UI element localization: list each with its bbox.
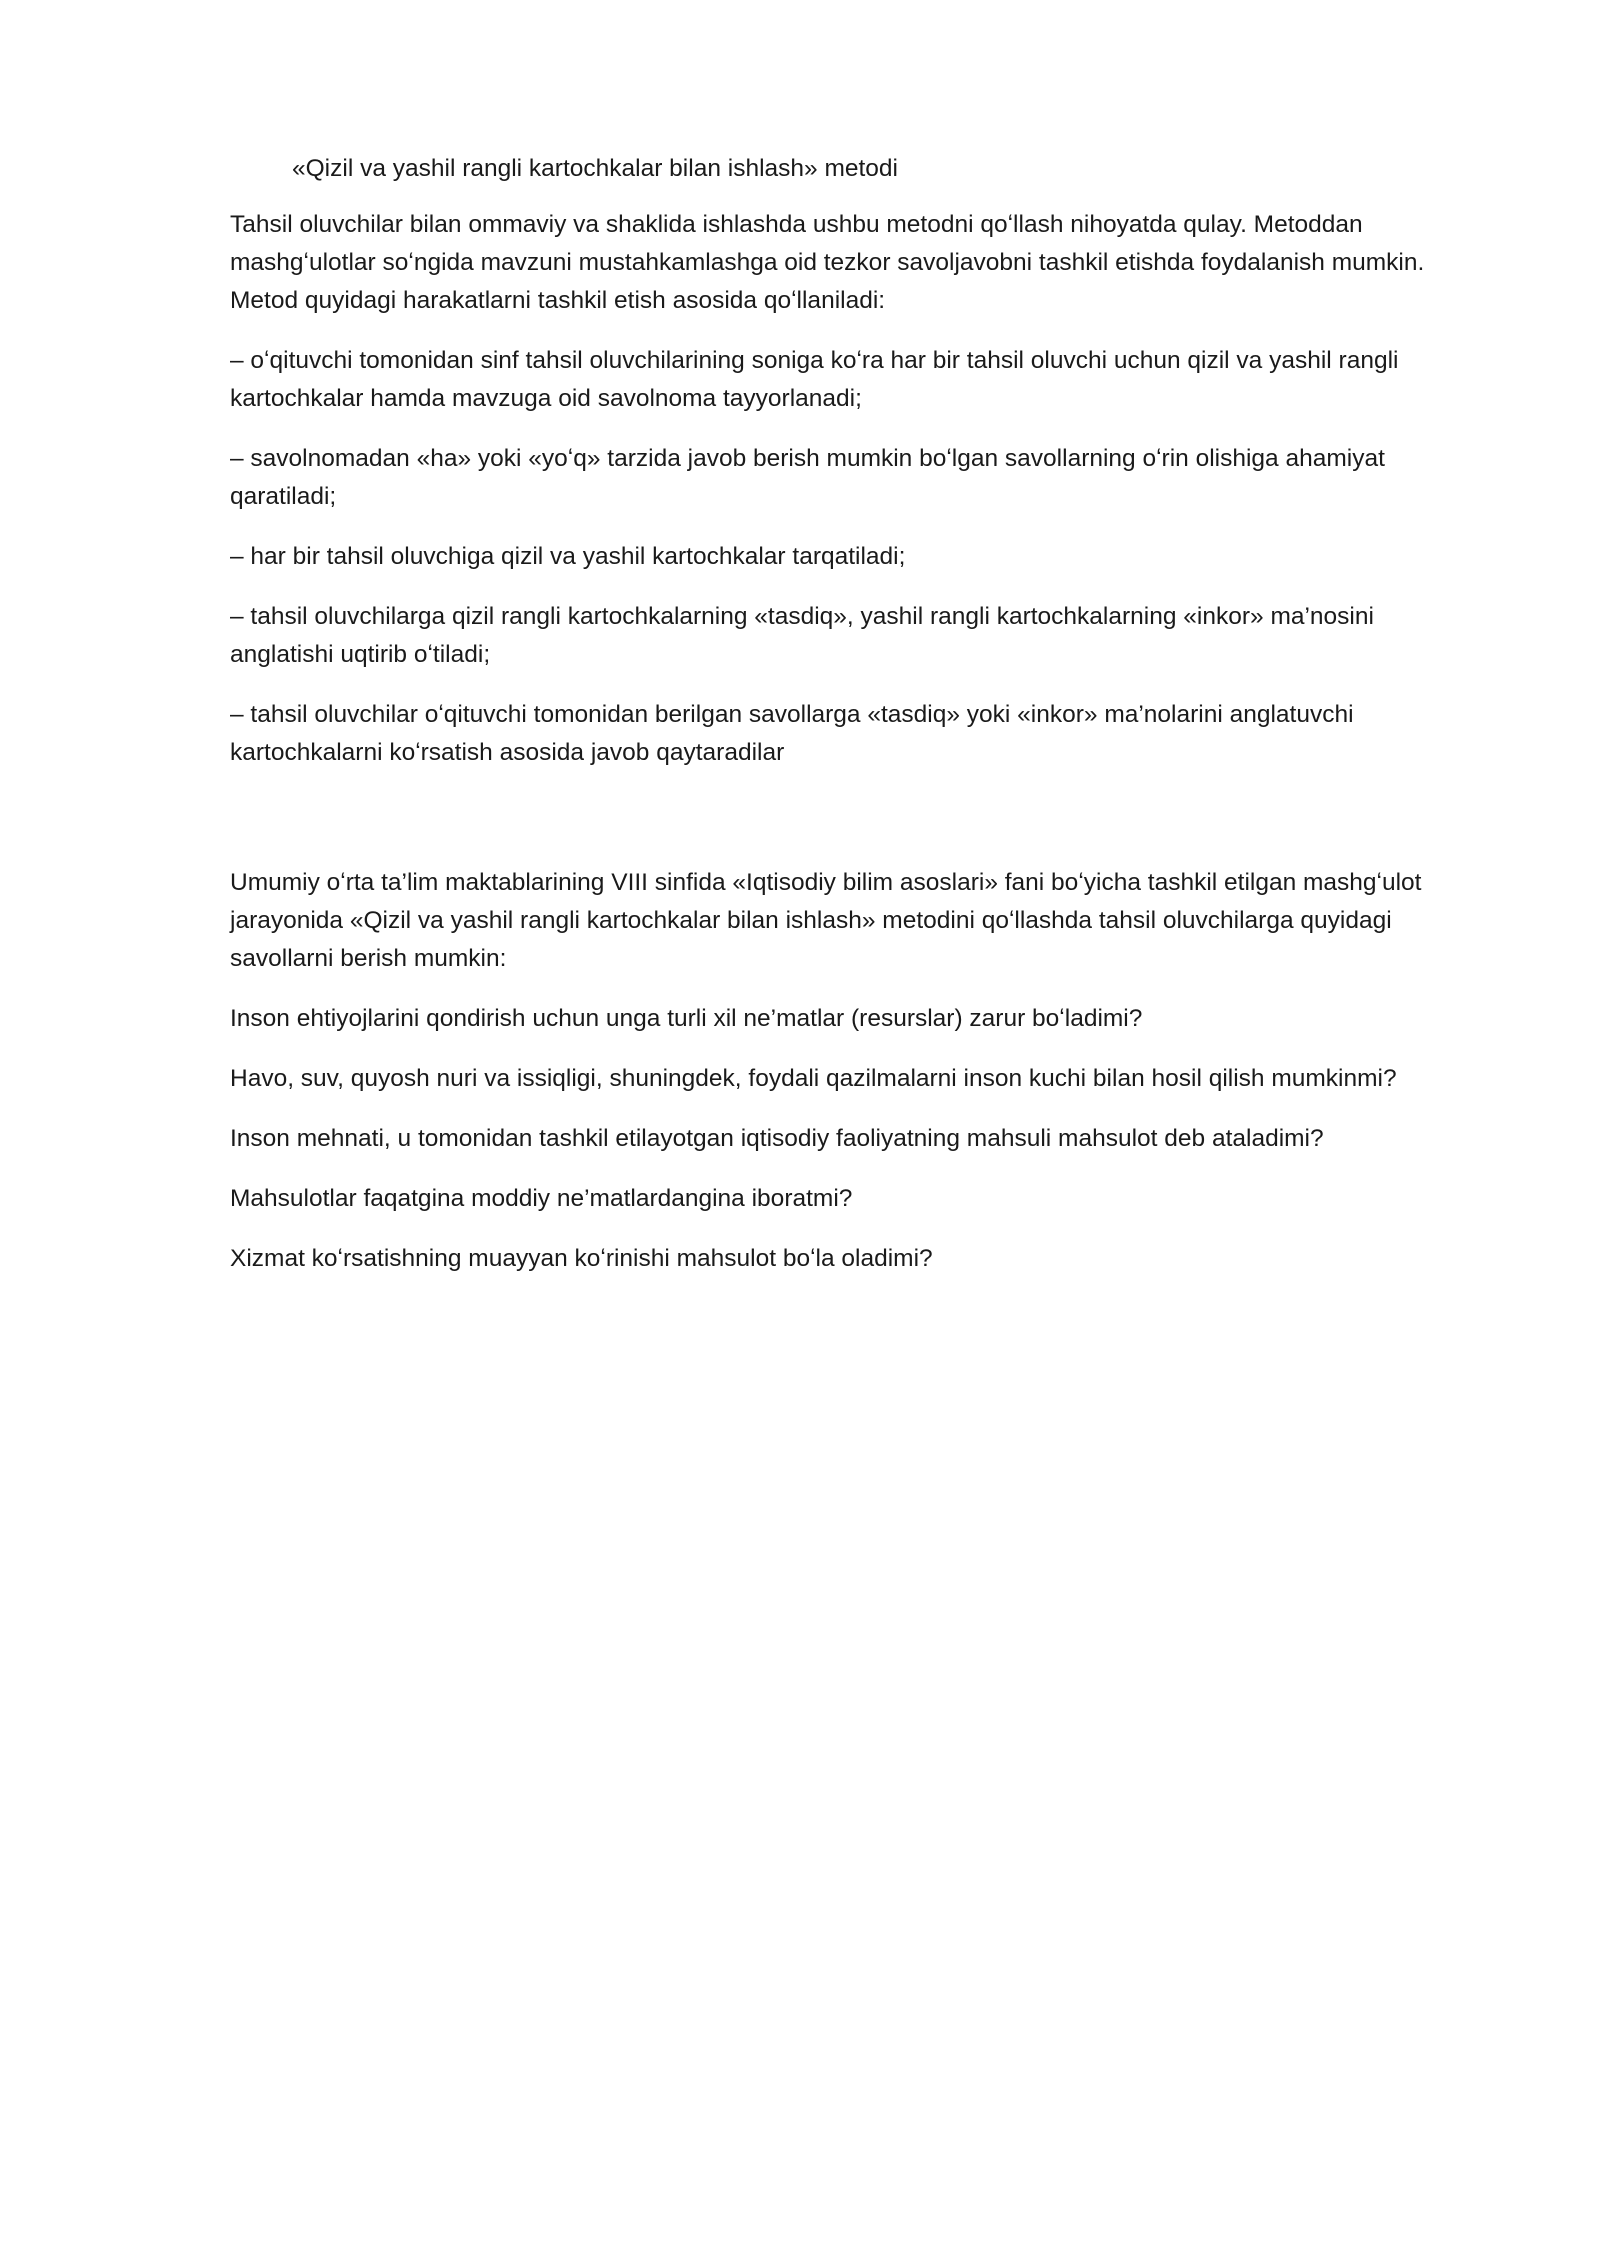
question-item: Havo, suv, quyosh nuri va issiqligi, shuningdek, foydali qazilmalarni inson kuchi bilan hosil qilish mumkinmi? xyxy=(230,1065,1397,1092)
question-item: Xizmat koʻrsatishning muayyan koʻrinishi mahsulot boʻla oladimi? xyxy=(230,1245,933,1272)
question-item: Inson ehtiyojlarini qondirish uchun unga turli xil ne’matlar (resurslar) zarur boʻladimi? xyxy=(230,1005,1143,1032)
step-item: – tahsil oluvchilar oʻqituvchi tomonidan berilgan savollarga «tasdiq» yoki «inkor» ma’nolarini anglatuvchi kartochkalarni koʻrsatish asosida javob qaytaradilar xyxy=(230,701,1354,766)
document-body xyxy=(230,150,1480,1300)
question-item: Inson mehnati, u tomonidan tashkil etilayotgan iqtisodiy faoliyatning mahsuli mahsulot deb ataladimi? xyxy=(230,1125,1324,1152)
step-item: – savolnomadan «ha» yoki «yoʻq» tarzida javob berish mumkin boʻlgan savollarning oʻrin olishiga ahamiyat qaratiladi; xyxy=(230,445,1385,510)
intro-paragraph: Tahsil oluvchilar bilan ommaviy va shaklida ishlashda ushbu metodni qoʻllash nihoyatda qulay. Metoddan mashgʻulotlar soʻngida mavzuni mustahkamlashga oid tezkor savoljavobni tashkil etishda foydalanish mumkin. Metod quyidagi harakatlarni tashkil etish asosida qoʻllaniladi: xyxy=(230,211,1425,314)
example-intro-paragraph: Umumiy oʻrta ta’lim maktablarining VIII sinfida «Iqtisodiy bilim asoslari» fani boʻyicha tashkil etilgan mashgʻulot jarayonida «Qizil va yashil rangli kartochkalar bilan ishlash» metodini qoʻllashda tahsil oluvchilarga quyidagi savollarni berish mumkin: xyxy=(230,869,1422,972)
step-item: – har bir tahsil oluvchiga qizil va yashil kartochkalar tarqatiladi; xyxy=(230,543,906,570)
document-title: «Qizil va yashil rangli kartochkalar bilan ishlash» metodi xyxy=(292,155,898,182)
step-item: – tahsil oluvchilarga qizil rangli kartochkalarning «tasdiq», yashil rangli kartochkalarning «inkor» ma’nosini anglatishi uqtirib oʻtiladi; xyxy=(230,603,1374,668)
step-item: – oʻqituvchi tomonidan sinf tahsil oluvchilarining soniga koʻra har bir tahsil oluvchi uchun qizil va yashil rangli kartochkalar hamda mavzuga oid savolnoma tayyorlanadi; xyxy=(230,347,1399,412)
question-item: Mahsulotlar faqatgina moddiy ne’matlardangina iboratmi? xyxy=(230,1185,853,1212)
